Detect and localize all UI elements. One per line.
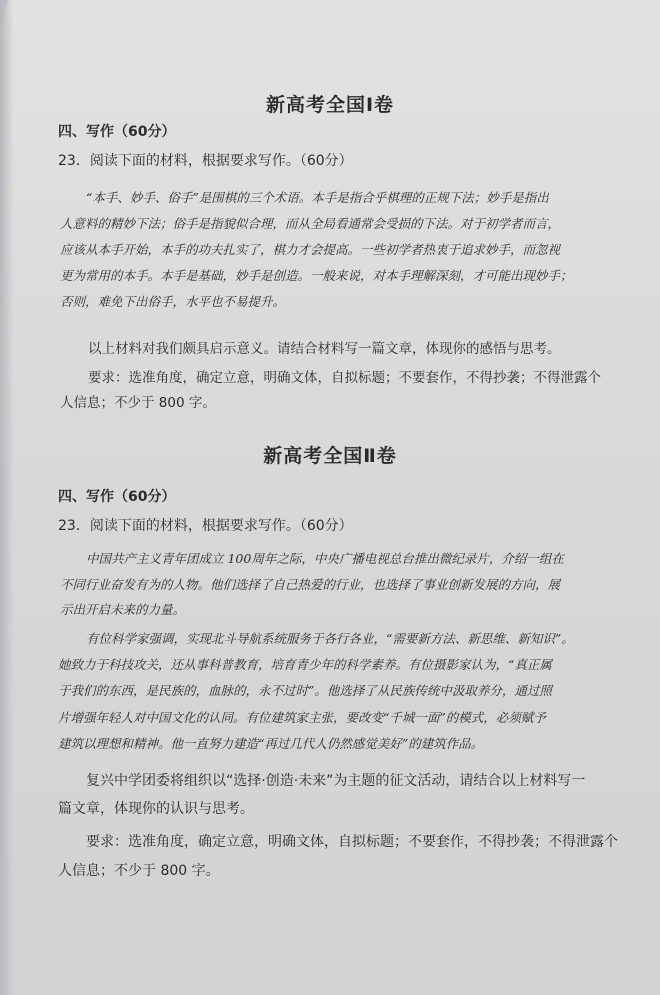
page-edge-shadow <box>0 0 14 995</box>
exam2-material-line: 不同行业奋发有为的人物。他们选择了自己热爱的行业，也选择了事业创新发展的方向，展 <box>60 577 561 592</box>
exam2-material-line: 片增强年轻人对中国文化的认同。有位建筑家主张，要改变“千城一面”的模式，必须赋予 <box>58 710 546 725</box>
exam2-requirements-line: 要求：选准角度，确定立意，明确文体，自拟标题；不要套作，不得抄袭；不得泄露个 <box>86 834 618 850</box>
exam1-title: 新高考全国Ⅰ卷 <box>265 94 395 116</box>
exam1-section-heading: 四、写作（60分） <box>58 124 176 140</box>
exam1-material-line: 更为常用的本手。本手是基础，妙手是创造。一般来说，对本手理解深刻，才可能出现妙手； <box>60 268 573 283</box>
exam2-material-line: 中国共产主义青年团成立 100周年之际，中央广播电视总台推出微纪录片，介绍一组在 <box>86 551 564 566</box>
exam2-material-line: 于我们的东西，是民族的，血脉的，永不过时”。他选择了从民族传统中汲取养分，通过照 <box>58 683 552 698</box>
exam1-question: 23．阅读下面的材料，根据要求写作。（60分） <box>58 153 353 169</box>
exam2-requirements-line: 人信息；不少于 800 字。 <box>58 863 220 879</box>
exam2-prompt-line: 篇文章，体现你的认识与思考。 <box>58 801 254 817</box>
exam2-material-line: 有位科学家强调，实现北斗导航系统服务于各行各业，“需要新方法、新思维、新知识”。 <box>86 631 574 646</box>
exam2-title: 新高考全国Ⅱ卷 <box>263 445 397 467</box>
exam2-section-heading: 四、写作（60分） <box>58 489 176 505</box>
exam1-prompt: 以上材料对我们颇具启示意义。请结合材料写一篇文章，体现你的感悟与思考。 <box>88 341 561 357</box>
exam2-prompt-line: 复兴中学团委将组织以“选择·创造·未来”为主题的征文活动，请结合以上材料写一 <box>86 773 586 789</box>
exam2-material-line: 建筑以理想和精神。他一直努力建造“再过几代人仍然感觉美好”的建筑作品。 <box>58 736 484 751</box>
exam2-material-line: 示出开启未来的力量。 <box>60 602 186 617</box>
exam1-requirements-line: 人信息；不少于 800 字。 <box>60 395 216 411</box>
exam1-material-line: 人意料的精妙下法；俗手是指貌似合理，而从全局看通常会受损的下法。对于初学者而言， <box>60 216 561 231</box>
exam2-question: 23．阅读下面的材料，根据要求写作。（60分） <box>58 518 353 534</box>
exam1-material-line: “本手、妙手、俗手”是围棋的三个术语。本手是指合乎棋理的正规下法；妙手是指出 <box>86 190 549 205</box>
exam1-material-line: 否则，难免下出俗手，水平也不易提升。 <box>60 294 286 309</box>
exam1-requirements-line: 要求：选准角度，确定立意，明确文体，自拟标题；不要套作，不得抄袭；不得泄露个 <box>88 370 601 386</box>
exam2-material-line: 她致力于科技攻关，还从事科普教育，培育青少年的科学素养。有位摄影家认为，“真正属 <box>58 657 552 672</box>
exam1-material-line: 应该从本手开始，本手的功夫扎实了，棋力才会提高。一些初学者热衷于追求妙手，而忽视 <box>60 242 561 257</box>
